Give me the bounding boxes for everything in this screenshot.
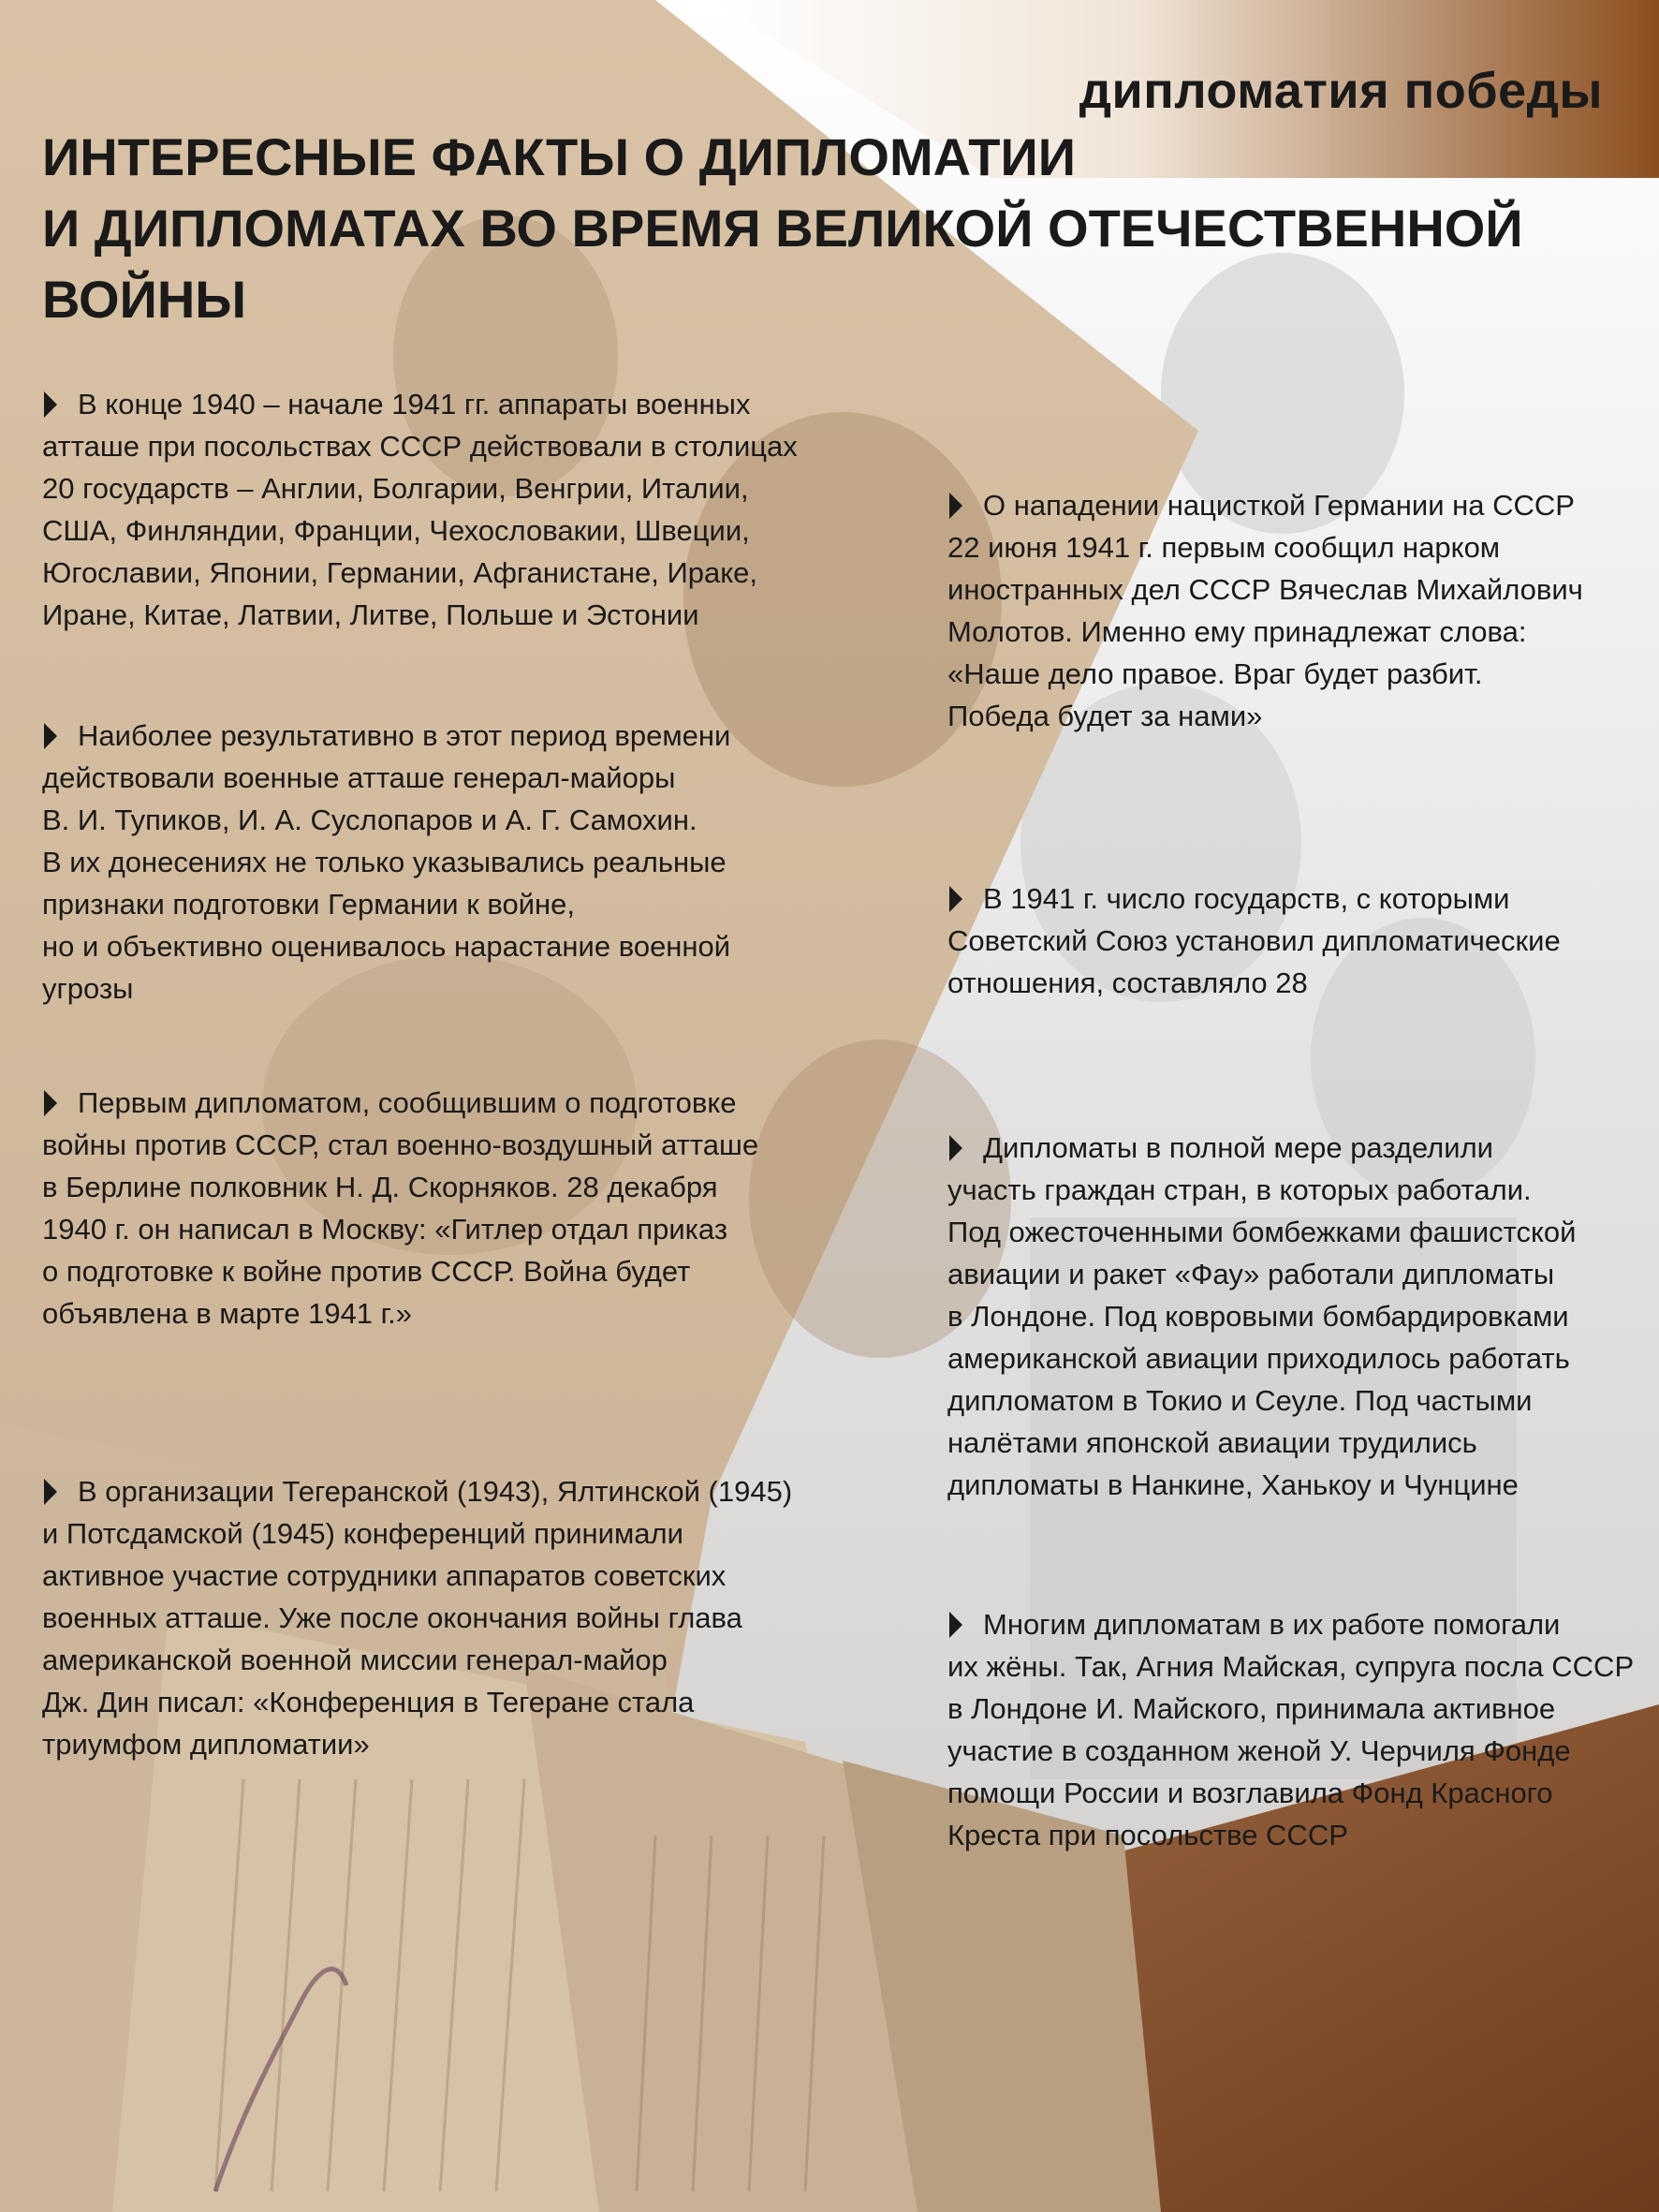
- fact-text: В организации Тегеранской (1943), Ялтинской (1945) и Потсдамской (1945) конференций принимали активное участие сотрудники аппаратов советских военных атташе. Уже после окончания войны глава американской военной миссии генерал-майор Дж. Дин писал: «Конференция в Тегеране стала триумфом дипломатии»: [42, 1475, 793, 1761]
- triangle-bullet-icon: [949, 493, 962, 519]
- title-line-2: И ДИПЛОМАТАХ ВО ВРЕМЯ ВЕЛИКОЙ ОТЕЧЕСТВЕННОЙ ВОЙНЫ: [42, 199, 1523, 329]
- triangle-bullet-icon: [949, 886, 962, 912]
- page-title: [42, 122, 1540, 335]
- title-line-1: ИНТЕРЕСНЫЕ ФАКТЫ О ДИПЛОМАТИИ: [42, 127, 1076, 186]
- fact-left-3: [42, 1082, 810, 1335]
- triangle-bullet-icon: [949, 1612, 962, 1638]
- fact-text: Первым дипломатом, сообщившим о подготовке войны против СССР, стал военно-воздушный атташе в Берлине полковник Н. Д. Скорняков. 28 декабря 1940 г. он написал в Москву: «Гитлер отдал приказ о подготовке к войне против СССР. Война будет объявлена в марте 1941 г.»: [42, 1086, 759, 1330]
- triangle-bullet-icon: [44, 1090, 57, 1116]
- fact-text: Дипломаты в полной мере разделили участь граждан стран, в которых работали. Под ожесточенными бомбежками фашистской авиации и ракет «Фау» работали дипломаты в Лондоне. Под ковровыми бомбардировками американской авиации приходилось работать дипломатом в Токио и Сеуле. Под частыми налётами японской авиации трудились дипломаты в Нанкине, Ханькоу и Чунцине: [947, 1131, 1577, 1501]
- fact-text: В 1941 г. число государств, с которыми Советский Союз установил дипломатические отношения, составляло 28: [947, 882, 1561, 999]
- fact-text: О нападении нацисткой Германии на СССР 22 июня 1941 г. первым сообщил нарком иностранных дел СССР Вячеслав Михайлович Молотов. Именно ему принадлежат слова: «Наше дело правое. Враг будет разбит. Победа будет за нами»: [947, 489, 1583, 732]
- fact-left-4: [42, 1470, 810, 1765]
- triangle-bullet-icon: [44, 391, 57, 418]
- series-label: дипломатия победы: [1079, 63, 1603, 119]
- fact-right-4: [947, 1603, 1640, 1856]
- fact-text: Наиболее результативно в этот период времени действовали военные атташе генерал-майоры В. И. Тупиков, И. А. Суслопаров и А. Г. Самохин. В их донесениях не только указывались реальные признаки подготовки Германии к войне, но и объективно оценивалось нарастание военной угрозы: [42, 719, 731, 1005]
- fact-right-1: [947, 484, 1640, 737]
- triangle-bullet-icon: [949, 1135, 962, 1161]
- fact-text: В конце 1940 – начале 1941 гг. аппараты военных атташе при посольствах СССР действовали в столицах 20 государств – Англии, Болгарии, Венгрии, Италии, США, Финляндии, Франции, Чехословакии, Швеции, Югославии, Японии, Германии, Афганистане, Ираке, Иране, Китае, Латвии, Литве, Польше и Эстонии: [42, 388, 798, 631]
- fact-right-3: [947, 1127, 1640, 1506]
- triangle-bullet-icon: [44, 723, 57, 749]
- triangle-bullet-icon: [44, 1479, 57, 1505]
- fact-left-2: [42, 715, 810, 1010]
- fact-text: Многим дипломатам в их работе помогали их жёны. Так, Агния Майская, супруга посла СССР в Лондоне И. Майского, принимала активное участие в созданном женой У. Черчиля Фонде помощи России и возглавила Фонд Красного Креста при посольстве СССР: [947, 1608, 1635, 1851]
- fact-right-2: [947, 877, 1640, 1004]
- fact-left-1: [42, 383, 810, 636]
